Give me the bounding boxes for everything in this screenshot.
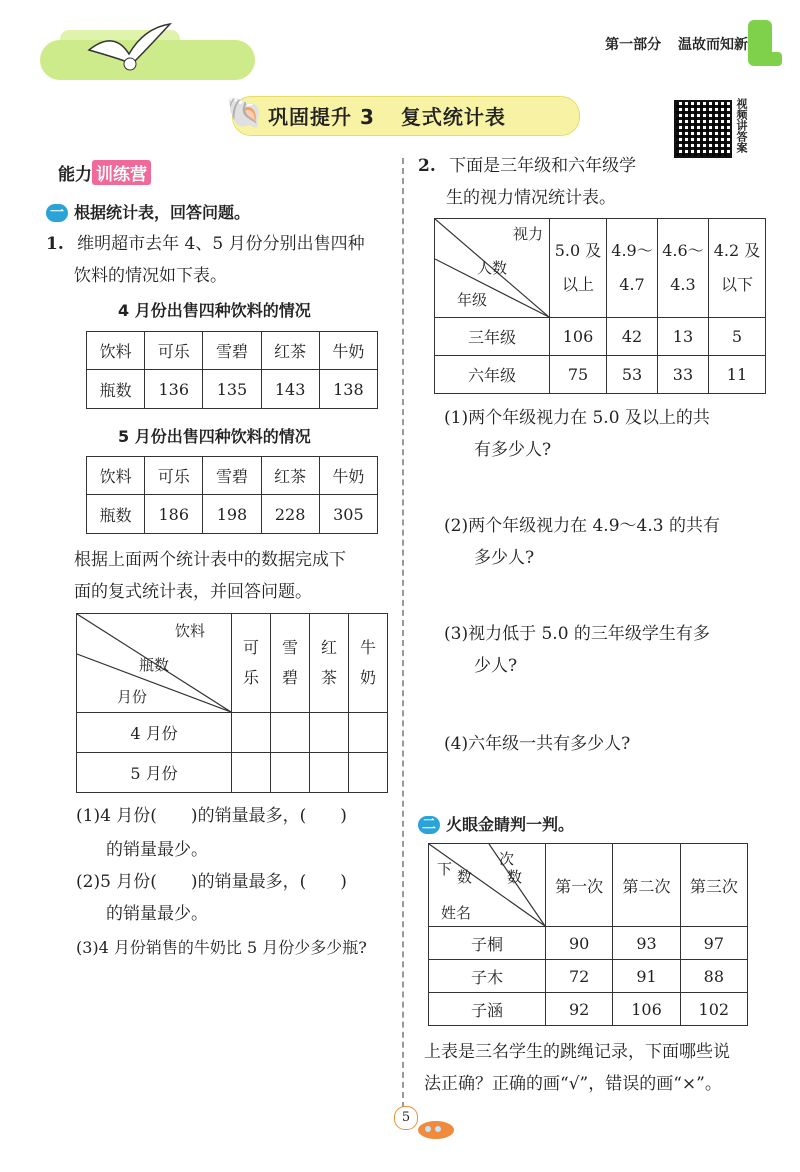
blank-cell[interactable] xyxy=(349,753,388,793)
table-cell: 138 xyxy=(319,370,377,409)
vision-q2b: 多少人? xyxy=(474,548,535,568)
column-header: 4.6～ 4.3 xyxy=(657,219,708,318)
column-header: 可 乐 xyxy=(232,614,271,713)
table-cell: 93 xyxy=(613,927,680,960)
ability-label: 能力 xyxy=(58,165,92,185)
blank-cell[interactable] xyxy=(310,753,349,793)
table-cell: 88 xyxy=(680,960,747,993)
q1-text-line2: 饮料的情况如下表。 xyxy=(74,266,227,286)
blank-cell[interactable] xyxy=(232,753,271,793)
column-header: 第二次 xyxy=(613,844,680,927)
table-cell: 33 xyxy=(657,356,708,394)
table-cell: 42 xyxy=(607,318,658,356)
q1-number: 1. xyxy=(46,234,64,254)
table-cell: 106 xyxy=(613,993,680,1026)
instruction-line2: 面的复式统计表，并回答问题。 xyxy=(74,582,312,602)
diag-label: 下 xyxy=(437,860,453,878)
table-cell: 136 xyxy=(145,370,203,409)
table-cell: 饮料 xyxy=(87,332,145,370)
seagull-icon xyxy=(84,20,174,80)
table-cell: 97 xyxy=(680,927,747,960)
header-section: 温故而知新 xyxy=(678,37,748,53)
blank-cell[interactable] xyxy=(232,713,271,753)
sub-question-1a: (1)4 月份( )的销量最多，( ) xyxy=(76,806,347,826)
q2-text-line1: 下面是三年级和六年级学 xyxy=(449,156,637,176)
q2-text-line2: 生的视力情况统计表。 xyxy=(446,188,616,208)
table-cell: 瓶数 xyxy=(87,495,145,534)
table-cell: 186 xyxy=(145,495,203,534)
table-cell: 雪碧 xyxy=(203,457,261,495)
row-header: 5 月份 xyxy=(77,753,232,793)
table-cell: 可乐 xyxy=(145,457,203,495)
diag-label: 人数 xyxy=(477,259,508,277)
q2-number: 2. xyxy=(418,156,436,176)
column-header: 牛 奶 xyxy=(349,614,388,713)
table-cell: 牛奶 xyxy=(319,332,377,370)
title-sub: 复式统计表 xyxy=(400,105,506,129)
camp-badge: 训练营 xyxy=(92,160,151,185)
instruction-line1: 根据上面两个统计表中的数据完成下 xyxy=(74,550,346,570)
table-cell: 瓶数 xyxy=(87,370,145,409)
diag-label: 视力 xyxy=(513,225,544,243)
sub-question-1b: 的销量最少。 xyxy=(106,840,208,860)
table-cell: 102 xyxy=(680,993,747,1026)
diag-label: 饮料 xyxy=(175,622,206,640)
q1-text-line1: 维明超市去年 4、5 月份分别出售四种 xyxy=(77,234,365,254)
question-1 xyxy=(46,228,365,260)
diag-label: 姓名 xyxy=(441,904,472,922)
header-text xyxy=(593,34,748,54)
table-cell: 72 xyxy=(546,960,613,993)
column-divider xyxy=(402,158,404,1108)
table-cell: 红茶 xyxy=(261,332,319,370)
table-cell: 53 xyxy=(607,356,658,394)
table-cell: 75 xyxy=(550,356,607,394)
column-header: 4.9～ 4.7 xyxy=(607,219,658,318)
shell-icon: 🐚 xyxy=(226,96,264,131)
table-cell: 红茶 xyxy=(261,457,319,495)
submarine-icon xyxy=(414,1112,458,1142)
diag-label: 次 xyxy=(499,850,515,868)
diagonal-header-cell xyxy=(77,614,232,713)
table-cell: 13 xyxy=(657,318,708,356)
page-title xyxy=(268,101,506,130)
section-2-number: 二 xyxy=(418,816,440,834)
may-table xyxy=(86,456,378,534)
column-header: 5.0 及 以上 xyxy=(550,219,607,318)
column-header: 红 茶 xyxy=(310,614,349,713)
header-part: 第一部分 xyxy=(605,37,662,53)
row-header: 子桐 xyxy=(429,927,546,960)
closing-line1: 上表是三名学生的跳绳记录，下面哪些说 xyxy=(424,1042,730,1062)
table-cell: 雪碧 xyxy=(203,332,261,370)
blank-cell[interactable] xyxy=(310,713,349,753)
qr-code-icon[interactable] xyxy=(674,100,732,158)
vision-q1a: (1)两个年级视力在 5.0 及以上的共 xyxy=(444,408,710,428)
qr-label: 视频讲答案 xyxy=(735,98,748,153)
diagonal-header-cell xyxy=(435,219,550,318)
table-cell: 305 xyxy=(319,495,377,534)
jump-rope-table xyxy=(428,843,748,1026)
vision-q3b: 少人? xyxy=(474,656,518,676)
april-table xyxy=(86,331,378,409)
table-cell: 牛奶 xyxy=(319,457,377,495)
table-cell: 5 xyxy=(708,318,765,356)
column-header: 第一次 xyxy=(546,844,613,927)
section-1-number: 一 xyxy=(46,204,68,222)
table-cell: 143 xyxy=(261,370,319,409)
table-cell: 91 xyxy=(613,960,680,993)
diag-label: 数 xyxy=(457,868,473,886)
diagonal-header-cell xyxy=(429,844,546,927)
section-1-title: 根据统计表，回答问题。 xyxy=(74,203,251,222)
column-header: 4.2 及 以下 xyxy=(708,219,765,318)
vision-q2a: (2)两个年级视力在 4.9～4.3 的共有 xyxy=(444,516,720,536)
diag-label: 月份 xyxy=(117,688,148,706)
blank-cell[interactable] xyxy=(349,713,388,753)
page-number: 5 xyxy=(394,1106,418,1130)
table-cell: 11 xyxy=(708,356,765,394)
section-2-heading xyxy=(418,812,574,835)
section-2-title: 火眼金睛判一判。 xyxy=(446,815,575,834)
sub-question-3: (3)4 月份销售的牛奶比 5 月份少多少瓶? xyxy=(76,938,367,957)
table-cell: 198 xyxy=(203,495,261,534)
column-header: 第三次 xyxy=(680,844,747,927)
title-main: 巩固提升 3 xyxy=(268,105,375,129)
diag-label: 年级 xyxy=(457,291,488,309)
vision-table xyxy=(434,218,766,394)
section-1-heading xyxy=(46,200,250,223)
diag-label: 数 xyxy=(507,868,523,886)
row-header: 六年级 xyxy=(435,356,550,394)
table-cell: 135 xyxy=(203,370,261,409)
question-2 xyxy=(418,150,636,182)
vision-q4: (4)六年级一共有多少人? xyxy=(444,734,631,754)
vision-q3a: (3)视力低于 5.0 的三年级学生有多 xyxy=(444,624,710,644)
ability-heading xyxy=(58,160,151,185)
row-header: 4 月份 xyxy=(77,713,232,753)
header-decoration xyxy=(758,52,782,66)
table-cell: 92 xyxy=(546,993,613,1026)
april-table-title: 4 月份出售四种饮料的情况 xyxy=(118,301,311,320)
closing-line2: 法正确？正确的画“√”，错误的画“×”。 xyxy=(424,1074,722,1094)
row-header: 子涵 xyxy=(429,993,546,1026)
table-cell: 90 xyxy=(546,927,613,960)
row-header: 三年级 xyxy=(435,318,550,356)
sub-question-2b: 的销量最少。 xyxy=(106,904,208,924)
blank-cell[interactable] xyxy=(271,753,310,793)
diag-label: 瓶数 xyxy=(139,656,170,674)
vision-q1b: 有多少人? xyxy=(474,440,552,460)
sub-question-2a: (2)5 月份( )的销量最多，( ) xyxy=(76,872,347,892)
table-cell: 可乐 xyxy=(145,332,203,370)
table-cell: 228 xyxy=(261,495,319,534)
blank-cell[interactable] xyxy=(271,713,310,753)
compound-table xyxy=(76,613,388,793)
column-header: 雪 碧 xyxy=(271,614,310,713)
row-header: 子木 xyxy=(429,960,546,993)
may-table-title: 5 月份出售四种饮料的情况 xyxy=(118,427,311,446)
table-cell: 106 xyxy=(550,318,607,356)
table-cell: 饮料 xyxy=(87,457,145,495)
